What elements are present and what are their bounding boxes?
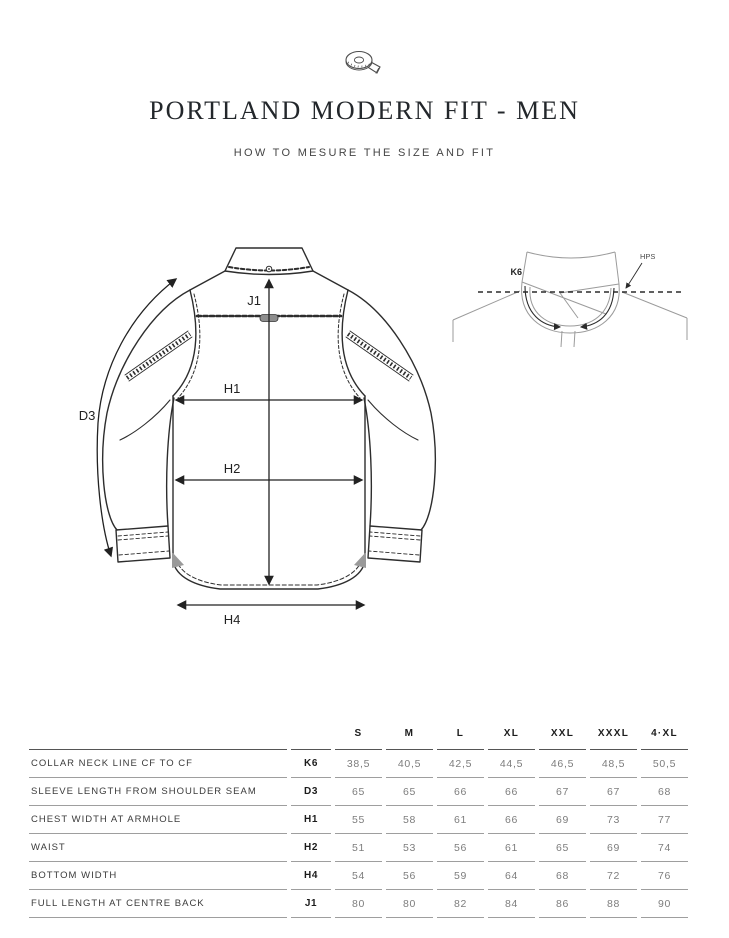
size-value: 80 (386, 890, 433, 918)
row-label: WAIST (29, 834, 287, 862)
label-j1: J1 (247, 293, 261, 308)
size-value: 59 (437, 862, 484, 890)
size-value: 56 (437, 834, 484, 862)
size-value: 90 (641, 890, 688, 918)
size-value: 88 (590, 890, 637, 918)
size-value: 86 (539, 890, 586, 918)
row-label: CHEST WIDTH AT ARMHOLE (29, 806, 287, 834)
size-column-header: S (335, 702, 382, 750)
table-row (29, 806, 688, 834)
label-h2: H2 (223, 461, 241, 476)
label-k6: K6 (510, 267, 522, 277)
size-value: 65 (539, 834, 586, 862)
table-row (29, 778, 688, 806)
size-value: 55 (335, 806, 382, 834)
label-h1: H1 (223, 381, 241, 396)
row-label: BOTTOM WIDTH (29, 862, 287, 890)
collar-measurement (478, 263, 682, 327)
row-code: D3 (291, 778, 331, 806)
size-value: 80 (335, 890, 382, 918)
size-value: 67 (590, 778, 637, 806)
size-table (25, 702, 692, 918)
table-row (29, 862, 688, 890)
size-value: 66 (488, 806, 535, 834)
row-code: H4 (291, 862, 331, 890)
table-row (29, 834, 688, 862)
size-value: 46,5 (539, 750, 586, 778)
page-title: PORTLAND MODERN FIT - MEN (149, 96, 580, 125)
row-code: K6 (291, 750, 331, 778)
size-value: 66 (437, 778, 484, 806)
row-code: J1 (291, 890, 331, 918)
size-value: 64 (488, 862, 535, 890)
row-code: H1 (291, 806, 331, 834)
size-value: 68 (539, 862, 586, 890)
code-column-header (291, 702, 331, 750)
size-column-header: XXL (539, 702, 586, 750)
size-value: 77 (641, 806, 688, 834)
collar-outline (453, 252, 687, 347)
measurement-arrows (97, 279, 364, 605)
size-value: 68 (641, 778, 688, 806)
size-value: 50,5 (641, 750, 688, 778)
size-header-row (29, 702, 688, 750)
size-value: 38,5 (335, 750, 382, 778)
row-label: COLLAR NECK LINE CF TO CF (29, 750, 287, 778)
size-value: 67 (539, 778, 586, 806)
size-value: 58 (386, 806, 433, 834)
size-column-header: XXXL (590, 702, 637, 750)
label-d3: D3 (78, 408, 96, 423)
row-label: SLEEVE LENGTH FROM SHOULDER SEAM (29, 778, 287, 806)
collar-labels (510, 252, 655, 277)
size-value: 73 (590, 806, 637, 834)
size-value: 53 (386, 834, 433, 862)
page-subtitle: HOW TO MESURE THE SIZE AND FIT (233, 147, 496, 159)
size-value: 69 (590, 834, 637, 862)
label-h4: H4 (223, 612, 241, 627)
size-value: 40,5 (386, 750, 433, 778)
label-hps: HPS (640, 252, 656, 261)
size-value: 82 (437, 890, 484, 918)
size-value: 72 (590, 862, 637, 890)
hps-pointer-arrow (626, 263, 642, 288)
size-value: 44,5 (488, 750, 535, 778)
size-value: 61 (437, 806, 484, 834)
size-value: 48,5 (590, 750, 637, 778)
k6-arc-right (581, 288, 614, 327)
size-value: 56 (386, 862, 433, 890)
table-row (29, 750, 688, 778)
size-column-header: 4·XL (641, 702, 688, 750)
size-value: 42,5 (437, 750, 484, 778)
size-column-header: XL (488, 702, 535, 750)
size-column-header: M (386, 702, 433, 750)
size-value: 54 (335, 862, 382, 890)
table-row (29, 890, 688, 918)
size-value: 76 (641, 862, 688, 890)
size-value: 69 (539, 806, 586, 834)
size-value: 65 (335, 778, 382, 806)
shirt-measurement-diagram (60, 228, 440, 628)
size-column-header: L (437, 702, 484, 750)
row-code: H2 (291, 834, 331, 862)
collar-detail-diagram (450, 230, 710, 360)
size-value: 74 (641, 834, 688, 862)
label-column-header (29, 702, 287, 750)
size-value: 84 (488, 890, 535, 918)
size-value: 51 (335, 834, 382, 862)
size-value: 66 (488, 778, 535, 806)
size-value: 65 (386, 778, 433, 806)
measurement-labels (79, 293, 261, 627)
row-label: FULL LENGTH AT CENTRE BACK (29, 890, 287, 918)
size-value: 61 (488, 834, 535, 862)
measuring-tape-icon (344, 48, 386, 76)
